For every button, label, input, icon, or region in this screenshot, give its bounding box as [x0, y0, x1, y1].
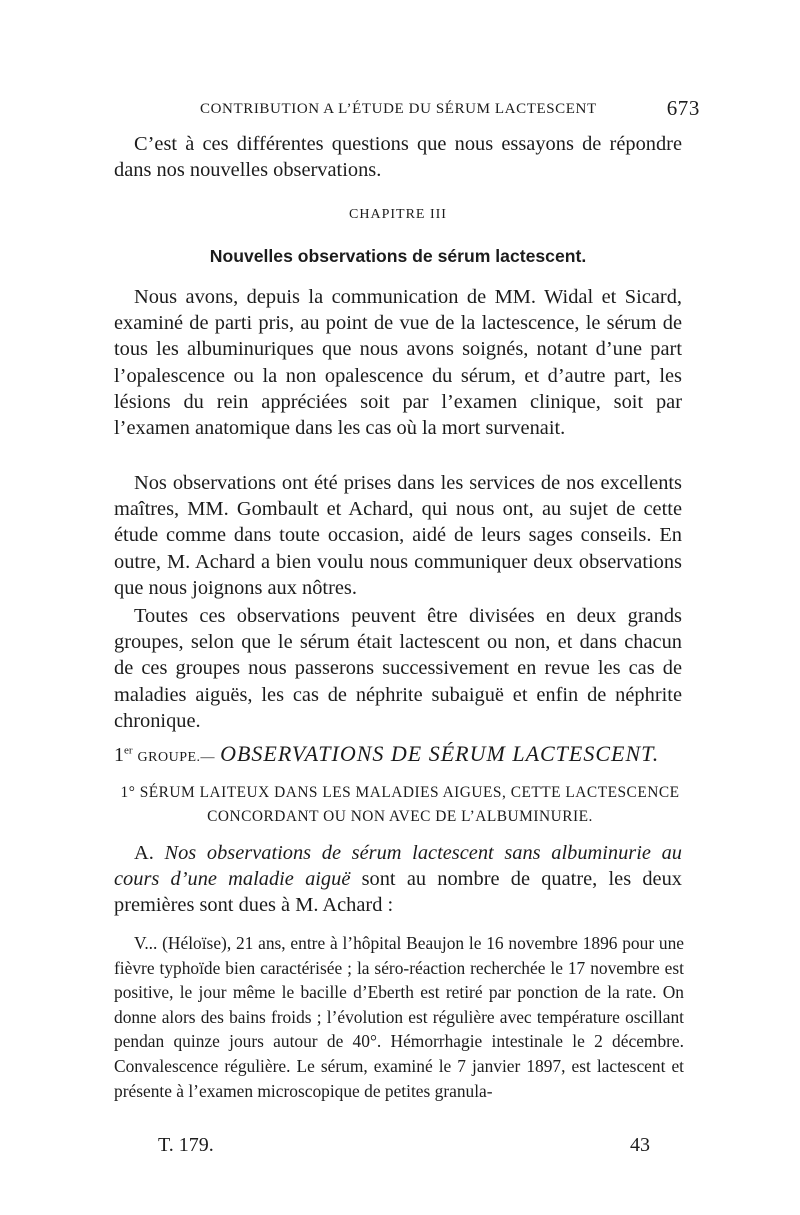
- running-head: [200, 98, 700, 122]
- group-number: 1: [114, 744, 124, 766]
- section-a-paragraph: [114, 840, 682, 919]
- signature-mark: T. 179.: [158, 1134, 214, 1156]
- subsection-line-1: 1° SÉRUM LAITEUX DANS LES MALADIES AIGUES, CETTE LACTESCENCE: [120, 784, 680, 801]
- subsection-line-2: CONCORDANT OU NON AVEC DE L’ALBUMINURIE.: [207, 808, 593, 825]
- group-superscript: er: [124, 744, 133, 757]
- group-title: OBSERVATIONS DE SÉRUM LACTESCENT.: [220, 741, 660, 766]
- paragraph-2: Nos observations ont été prises dans les services de nos excellents maîtres, MM. Gombault et Achard, qui nous ont, au sujet de cette étude comme dans toute occasion, aidé de leurs sages conseils. En outre, M. Achard a bien voulu nous communiquer deux observations que nous joignons aux nôtres.: [114, 472, 682, 599]
- page-number: 673: [666, 96, 700, 120]
- subsection-heading: [114, 781, 686, 829]
- signature-number: 43: [630, 1134, 650, 1156]
- section-a-letter: A.: [134, 842, 154, 864]
- section-a-italic: Nos observations de sérum lactescent sans albuminurie au cours d’une maladie aiguë: [114, 842, 682, 891]
- section-a-rest: sont au nombre de quatre, les deux premières sont dues à M. Achard :: [114, 868, 682, 917]
- chapter-title: Nouvelles observations de sérum lactescent.: [209, 246, 587, 266]
- running-head-title: CONTRIBUTION A L’ÉTUDE DU SÉRUM LACTESCENT: [200, 101, 597, 117]
- paragraph-1: Nous avons, depuis la communication de MM. Widal et Sicard, examiné de parti pris, au point de vue de la lactescence, le sérum de tous les albuminuriques que nous avons soignés, notant d’une part l’opalescence ou la non opalescence du sérum, et d’autre part, les lésions du rein appréciées soit par l’examen clinique, soit par l’examen anatomique dans les cas où la mort survenait.: [114, 286, 682, 440]
- chapter-label: CHAPITRE III: [349, 207, 447, 222]
- paragraph-3: Toutes ces observations peuvent être divisées en deux grands groupes, selon que le sérum était lactescent ou non, et dans chacun de ces groupes nous passerons successivement en revue les cas de maladies aiguës, les cas de néphrite subaiguë et enfin de néphrite chronique.: [114, 605, 682, 732]
- group-label: GROUPE.—: [137, 750, 216, 765]
- case-report: V... (Héloïse), 21 ans, entre à l’hôpital Beaujon le 16 novembre 1896 pour une fièvre typhoïde bien caractérisée ; la séro-réaction recherchée le 17 novembre est positive, le jour même le bacille d’Eberth est retiré par ponction de la rate. On donne alors des bains froids ; l’évolution est régulière avec température oscillant pendan quinze jours autour de 40°. Hémorrhagie intestinale le 2 décembre. Convalescence régulière. Le sérum, examiné le 7 janvier 1897, est lactescent et présente à l’examen microscopique de petites granula-: [114, 933, 684, 1101]
- intro-paragraph: C’est à ces différentes questions que nous essayons de répondre dans nos nouvelles observations.: [114, 133, 682, 182]
- group-heading: [114, 741, 694, 767]
